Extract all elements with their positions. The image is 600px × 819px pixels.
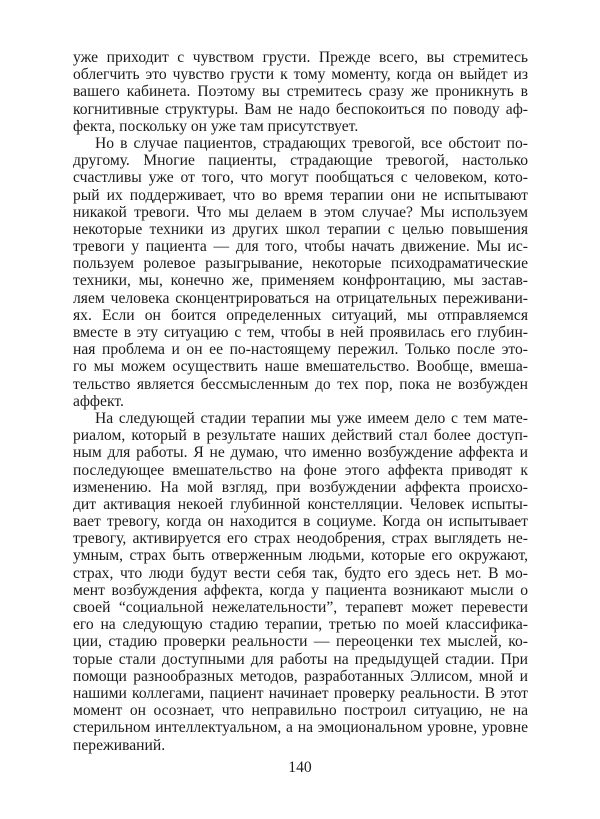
text-line: некоторые техники из других школ терапии с целью повышения	[73, 220, 528, 238]
text-line: момент он осознает, что неправильно построил ситуацию, не на	[73, 702, 528, 720]
text-line: страх, что люди будут вести себя так, будто его здесь нет. В мо-	[73, 564, 528, 582]
text-line: ным для работы. Я не думаю, что именно возбуждение аффекта и	[73, 444, 528, 462]
text-line: вместе в эту ситуацию с тем, чтобы в ней проявилась его глубин-	[73, 324, 528, 341]
text-line: изменению. На мой взгляд, при возбуждении аффекта происхо-	[73, 478, 528, 496]
paragraph	[73, 49, 528, 135]
text-line: дит активация некоей глубинной констелляции. Человек испыты-	[73, 495, 528, 513]
text-line: торые стали доступными для работы на предыдущей стадии. При	[73, 650, 528, 668]
text-line: когнитивные структуры. Вам не надо беспокоиться по поводу аф-	[73, 100, 528, 118]
text-line: другому. Многие пациенты, страдающие тревогой, настолько	[73, 152, 528, 170]
text-line: помощи разнообразных методов, разработанных Эллисом, мной и	[73, 667, 528, 685]
paragraph	[73, 135, 528, 410]
text-line: ляем человека сконцентрироваться на отрицательных переживани-	[73, 289, 528, 307]
text-line: мент возбуждения аффекта, когда у пациента возникают мысли о	[73, 581, 528, 599]
text-line: умным, страх быть отверженным людьми, которые его окружают,	[73, 547, 528, 565]
text-line: своей “социальной нежелательности”, терапевт может перевести	[73, 599, 528, 616]
body-text	[73, 49, 528, 754]
text-line: счастливы уже от того, что могут пообщаться с человеком, кото-	[73, 169, 528, 187]
paragraph	[73, 410, 528, 754]
text-line: аффект.	[73, 392, 124, 410]
text-line: нашими коллегами, пациент начинает проверку реальности. В этот	[73, 684, 528, 702]
text-line: На следующей стадии терапии мы уже имеем дело с тем мате-	[95, 409, 528, 427]
text-line: переживаний.	[73, 736, 166, 754]
text-line: никакой тревоги. Что мы делаем в этом случае? Мы используем	[73, 203, 528, 221]
text-line: Но в случае пациентов, страдающих тревогой, все обстоит по-	[95, 134, 528, 152]
page-number: 140	[288, 759, 312, 776]
text-line: фекта, поскольку он уже там присутствует.	[73, 117, 359, 135]
text-line: стерильном интеллектуальном, а на эмоциональном уровне, уровне	[73, 719, 528, 737]
text-line: риалом, который в результате наших действий стал более доступ-	[73, 427, 528, 445]
text-line: тельство является бессмысленным до тех пор, пока не возбужден	[73, 375, 528, 393]
text-line: тревогу, активируется его страх неодобрения, страх выглядеть не-	[73, 530, 528, 548]
text-line: его на следующую стадию терапии, третью по моей классифика-	[73, 616, 528, 634]
text-line: вашего кабинета. Поэтому вы стремитесь сразу же проникнуть в	[73, 83, 528, 101]
text-line: последующее вмешательство на фоне этого аффекта приводят к	[73, 461, 528, 479]
text-line: ях. Если он боится определенных ситуаций, мы отправляемся	[73, 306, 528, 324]
text-line: техники, мы, конечно же, применяем конфронтацию, мы застав-	[73, 272, 528, 290]
text-line: уже приходит с чувством грусти. Прежде всего, вы стремитесь	[73, 49, 528, 66]
text-line: ная проблема и он ее по-настоящему пережил. Только после это-	[73, 341, 528, 359]
text-line: ции, стадию проверки реальности — переоценки тех мыслей, ко-	[73, 633, 528, 651]
text-line: пользуем ролевое разыгрывание, некоторые психодраматические	[73, 255, 528, 273]
text-line: тревоги у пациента — для того, чтобы начать движение. Мы ис-	[73, 238, 528, 256]
text-line: облегчить это чувство грусти к тому моменту, когда он выйдет из	[73, 66, 528, 84]
text-line: го мы можем осуществить наше вмешательство. Вообще, вмеша-	[73, 358, 528, 376]
text-line: рый их поддерживает, что во время терапии они не испытывают	[73, 186, 528, 204]
text-line: вает тревогу, когда он находится в социуме. Когда он испытывает	[73, 513, 528, 531]
